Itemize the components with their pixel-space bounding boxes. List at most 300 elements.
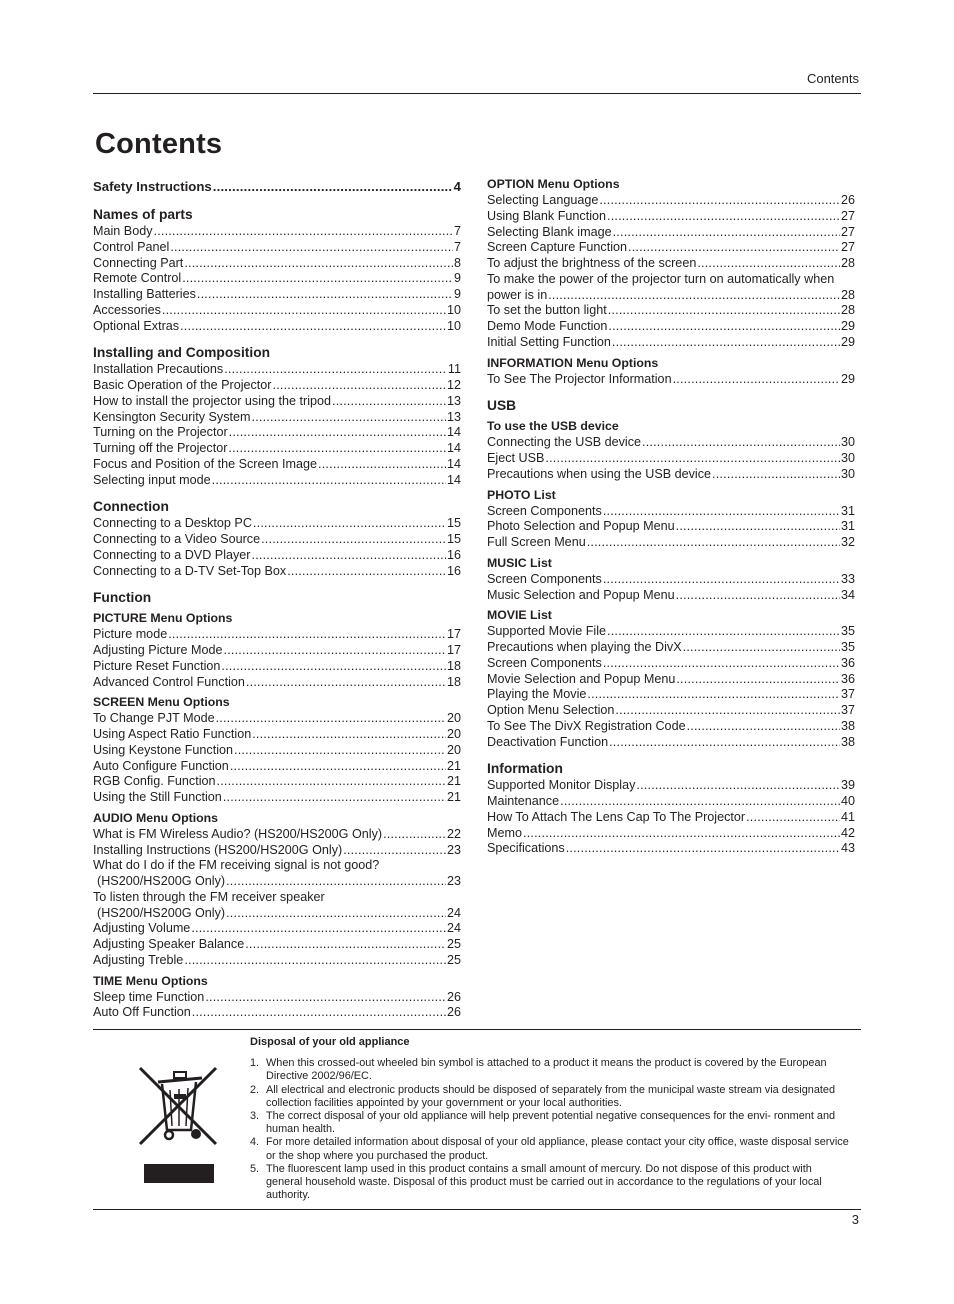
toc-leader-dots	[697, 256, 840, 272]
toc-entry-page: 25	[446, 952, 461, 967]
toc-entry-page: 39	[840, 778, 855, 793]
toc-entry-page: 15	[446, 516, 461, 531]
toc-entry	[487, 504, 855, 520]
toc-entry	[93, 843, 461, 859]
toc-entry-title: Movie Selection and Popup Menu	[487, 671, 676, 686]
toc-entry-page: 27	[840, 208, 855, 223]
toc-entry	[93, 921, 461, 937]
toc-entry-title: Option Menu Selection	[487, 703, 615, 717]
toc-entry	[487, 467, 855, 483]
toc-entry	[487, 841, 855, 857]
toc-entry	[487, 810, 855, 826]
toc-entry-title: Connecting Part	[93, 255, 184, 270]
toc-entry	[487, 435, 855, 451]
toc-entry-title: (HS200/HS200G Only)	[97, 905, 226, 920]
toc-leader-dots	[287, 564, 446, 580]
toc-leader-dots	[615, 703, 840, 719]
toc-entry-title: Selecting Blank image	[487, 224, 612, 239]
toc-entry	[93, 410, 461, 426]
toc-leader-dots	[599, 193, 840, 209]
toc-entry	[93, 548, 461, 564]
toc-entry	[487, 687, 855, 703]
toc-entry	[93, 675, 461, 691]
toc-entry	[93, 457, 461, 473]
toc-subsection-heading: PICTURE Menu Options	[93, 611, 233, 626]
toc-entry-title: Connecting to a Desktop PC	[93, 516, 252, 531]
toc-entry-title: How to install the projector using the tripod	[93, 393, 332, 408]
toc-entry-page: 22	[446, 826, 461, 841]
toc-entry	[93, 473, 461, 489]
toc-entry	[93, 727, 461, 743]
toc-entry-page: 18	[446, 674, 461, 689]
toc-entry	[487, 193, 855, 209]
disposal-item-text: When this crossed-out wheeled bin symbol is attached to a product it means the product is covered by the European Directive 2002/96/EC.	[266, 1057, 827, 1083]
toc-entry-title: Picture mode	[93, 627, 168, 642]
toc-entry-page: 29	[840, 319, 855, 333]
disposal-item	[250, 1084, 850, 1110]
toc-entry-page: 23	[446, 842, 461, 857]
toc-entry-title: Kensington Security System	[93, 409, 251, 424]
toc-leader-dots	[603, 572, 840, 588]
toc-entry	[487, 319, 855, 335]
toc-entry	[93, 564, 461, 580]
toc-entry-page: 11	[447, 362, 461, 377]
toc-entry	[93, 643, 461, 659]
toc-entry	[93, 827, 461, 843]
toc-entry-title: Connecting the USB device	[487, 435, 642, 450]
toc-entry-page: 16	[446, 563, 461, 578]
toc-entry-title: Advanced Control Function	[93, 674, 245, 689]
footer-rule	[93, 1209, 861, 1210]
disposal-item-text: The fluorescent lamp used in this product contains a small amount of mercury. Do not dispose of this product with general household waste. Disposal of this product must be carried out in accordance to the regulations of your local authority.	[266, 1162, 822, 1202]
toc-entry-title: Using Aspect Ratio Function	[93, 727, 252, 741]
toc-entry-title: Connecting to a DVD Player	[93, 547, 251, 562]
toc-leader-dots	[252, 548, 446, 564]
toc-entry-title: Turning off the Projector	[93, 441, 228, 455]
toc-entry-page: 29	[840, 334, 855, 349]
toc-entry-title: Full Screen Menu	[487, 535, 586, 549]
toc-leader-dots	[609, 735, 840, 751]
toc-entry-title: Eject USB	[487, 451, 545, 465]
toc-entry	[93, 287, 461, 303]
toc-leader-dots	[746, 810, 840, 826]
toc-entry	[487, 672, 855, 688]
toc-subsection-heading: SCREEN Menu Options	[93, 695, 230, 710]
toc-entry-title: Connecting to a Video Source	[93, 532, 261, 546]
toc-entry-title: RGB Config. Function	[93, 774, 216, 789]
toc-entry-title: Maintenance	[487, 794, 560, 808]
disposal-item-number: 3.	[250, 1110, 260, 1123]
toc-leader-dots	[217, 774, 446, 790]
toc-leader-dots	[213, 178, 453, 196]
toc-leader-dots	[197, 287, 453, 303]
toc-entry-title: To See The DivX Registration Code	[487, 718, 686, 733]
toc-entry-text: To make the power of the projector turn on automatically when	[487, 271, 835, 286]
toc-entry	[93, 711, 461, 727]
toc-entry-page: 43	[840, 841, 855, 856]
toc-entry-page: 38	[840, 734, 855, 749]
toc-leader-dots	[607, 624, 840, 640]
toc-entry-page: 26	[840, 193, 855, 207]
toc-entry-title: Auto Off Function	[93, 1005, 191, 1020]
toc-entry-page: 17	[446, 643, 461, 657]
toc-entry	[93, 743, 461, 759]
toc-entry	[487, 240, 855, 256]
toc-leader-dots	[205, 990, 446, 1006]
toc-entry	[93, 1005, 461, 1021]
toc-entry-title: Installation Precautions	[93, 362, 224, 377]
toc-entry	[93, 319, 461, 335]
toc-entry-page: 37	[840, 687, 855, 702]
toc-entry-page: 13	[446, 409, 461, 424]
toc-left-column	[93, 177, 461, 1021]
toc-leader-dots	[608, 303, 840, 319]
toc-section-heading: Function	[93, 590, 152, 606]
toc-entry	[93, 906, 461, 922]
toc-entry-page: 24	[446, 921, 461, 936]
toc-entry-page: 12	[446, 378, 461, 392]
toc-entry-title: Selecting input mode	[93, 472, 211, 487]
toc-entry	[93, 394, 461, 410]
toc-entry	[487, 256, 855, 272]
toc-entry-page: 41	[840, 809, 855, 824]
toc-entry-title: Adjusting Speaker Balance	[93, 937, 245, 951]
toc-entry-page: 23	[446, 874, 461, 888]
toc-entry	[93, 240, 461, 256]
toc-entry-title: Adjusting Picture Mode	[93, 643, 223, 657]
toc-entry-title: Screen Components	[487, 655, 602, 670]
toc-subsection-heading: MOVIE List	[487, 608, 552, 623]
bin-symbol-bar	[144, 1164, 214, 1183]
toc-entry-page: 16	[446, 547, 461, 562]
disposal-notice	[250, 1036, 850, 1202]
toc-entry-title: power is in	[487, 287, 548, 302]
toc-entry	[93, 990, 461, 1006]
toc-entry-page: 17	[446, 627, 461, 642]
toc-entry-page: 25	[446, 937, 461, 951]
toc-entry-title: Selecting Language	[487, 193, 599, 207]
toc-leader-dots	[246, 675, 446, 691]
toc-entry-title: Precautions when using the USB device	[487, 466, 712, 481]
crossed-out-wheeled-bin-icon	[136, 1064, 220, 1148]
toc-entry-page: 28	[840, 287, 855, 302]
toc-entry	[487, 735, 855, 751]
disposal-item	[250, 1057, 850, 1083]
toc-entry	[93, 516, 461, 532]
toc-entry-title: Focus and Position of the Screen Image	[93, 456, 318, 471]
toc-entry-title: Sleep time Function	[93, 989, 205, 1004]
disposal-title: Disposal of your old appliance	[250, 1036, 410, 1048]
toc-leader-dots	[343, 843, 446, 859]
toc-entry-title: To set the button light	[487, 303, 607, 318]
toc-entry-title: Using Keystone Function	[93, 742, 234, 757]
toc-leader-dots	[182, 271, 453, 287]
toc-entry-title: What is FM Wireless Audio? (HS200/HS200G Only)	[93, 826, 383, 841]
toc-leader-dots	[184, 256, 453, 272]
toc-leader-dots	[184, 953, 446, 969]
toc-entry	[487, 794, 855, 810]
toc-leader-dots	[229, 425, 446, 441]
toc-entry-page: 21	[446, 774, 461, 789]
toc-section-heading: USB	[487, 398, 517, 414]
toc-entry	[93, 303, 461, 319]
toc-entry-page: 36	[840, 671, 855, 686]
toc-entry-page: 30	[840, 466, 855, 481]
toc-entry-page: 35	[840, 624, 855, 639]
toc-entry-title: Safety Instructions	[93, 179, 212, 194]
toc-leader-dots	[162, 303, 446, 319]
toc-entry	[93, 874, 461, 890]
toc-entry-page: 30	[840, 451, 855, 465]
toc-entry-title: Auto Configure Function	[93, 758, 229, 773]
toc-entry	[93, 256, 461, 272]
toc-entry-page: 7	[453, 224, 461, 238]
toc-entry-title: To See The Projector Information	[487, 371, 672, 386]
toc-leader-dots	[168, 627, 446, 643]
toc-entry	[93, 790, 461, 806]
toc-leader-dots	[612, 335, 840, 351]
toc-leader-dots	[234, 743, 446, 759]
toc-entry	[487, 656, 855, 672]
toc-leader-dots	[608, 319, 840, 335]
toc-entry-page: 20	[446, 742, 461, 757]
toc-entry-page: 7	[453, 239, 461, 254]
toc-entry-text: What do I do if the FM receiving signal is not good?	[93, 858, 380, 873]
toc-leader-dots	[180, 319, 446, 335]
toc-entry	[487, 640, 855, 656]
toc-entry-title: Screen Capture Function	[487, 240, 628, 255]
toc-leader-dots	[273, 378, 446, 394]
header-rule	[93, 93, 861, 94]
toc-subsection-heading: To use the USB device	[487, 419, 619, 434]
toc-entry-page: 14	[446, 441, 461, 455]
disposal-top-rule	[93, 1029, 861, 1030]
disposal-item-number: 2.	[250, 1083, 260, 1096]
toc-leader-dots	[261, 532, 446, 548]
toc-leader-dots	[253, 516, 446, 532]
toc-entry-page: 14	[446, 425, 461, 440]
toc-entry-title: Screen Components	[487, 503, 602, 518]
toc-entry	[93, 224, 461, 240]
toc-leader-dots	[683, 640, 840, 656]
disposal-item	[250, 1163, 850, 1203]
toc-leader-dots	[192, 1005, 446, 1021]
toc-entry-page: 8	[453, 255, 461, 270]
toc-leader-dots	[226, 874, 446, 890]
toc-entry	[487, 451, 855, 467]
toc-leader-dots	[560, 794, 840, 810]
toc-leader-dots	[548, 288, 840, 304]
toc-entry	[487, 719, 855, 735]
toc-entry	[487, 588, 855, 604]
toc-subsection-heading: AUDIO Menu Options	[93, 810, 219, 825]
toc-leader-dots	[228, 441, 446, 457]
toc-right-column	[487, 177, 855, 857]
toc-leader-dots	[628, 240, 840, 256]
toc-entry-page: 10	[446, 318, 461, 333]
toc-leader-dots	[318, 457, 446, 473]
toc-entry	[487, 303, 855, 319]
toc-entry-page: 13	[446, 393, 461, 408]
toc-entry-page: 24	[446, 905, 461, 920]
disposal-item-text: The correct disposal of your old appliance will help prevent potential negative consequences for the envi- ronment and human health.	[266, 1110, 836, 1136]
toc-leader-dots	[252, 727, 446, 743]
toc-entry-title: Adjusting Volume	[93, 921, 191, 936]
page-title: Contents	[95, 128, 223, 160]
toc-leader-dots	[212, 473, 446, 489]
toc-entry-page: 14	[446, 472, 461, 487]
toc-entry-page: 34	[840, 587, 855, 602]
toc-entry-page: 26	[446, 989, 461, 1004]
disposal-item-number: 5.	[250, 1162, 260, 1175]
toc-entry-title: Main Body	[93, 224, 153, 238]
toc-entry	[93, 774, 461, 790]
toc-leader-dots	[603, 504, 840, 520]
toc-entry-title: Supported Movie File	[487, 624, 607, 639]
toc-entry-title: Playing the Movie	[487, 687, 587, 702]
toc-leader-dots	[566, 841, 840, 857]
toc-leader-dots	[226, 906, 446, 922]
toc-entry-title: Remote Control	[93, 271, 182, 286]
toc-entry-title: Adjusting Treble	[93, 952, 184, 967]
disposal-item	[250, 1110, 850, 1136]
toc-entry	[93, 953, 461, 969]
toc-entry-page: 21	[446, 758, 461, 773]
toc-entry	[93, 937, 461, 953]
toc-entry	[93, 532, 461, 548]
toc-entry-page: 35	[840, 640, 855, 654]
toc-entry-page: 37	[840, 703, 855, 717]
toc-section-heading: Installing and Composition	[93, 345, 271, 361]
toc-entry-title: Precautions when playing the DivX	[487, 640, 682, 654]
toc-entry-page: 28	[840, 303, 855, 318]
toc-leader-dots	[170, 240, 453, 256]
toc-leader-dots	[603, 656, 840, 672]
toc-entry	[487, 703, 855, 719]
toc-entry-page: 29	[840, 371, 855, 386]
toc-leader-dots	[383, 827, 446, 843]
disposal-item-number: 1.	[250, 1057, 260, 1070]
toc-entry	[487, 624, 855, 640]
toc-entry	[487, 519, 855, 535]
toc-entry-title: Initial Setting Function	[487, 334, 611, 349]
toc-entry-page: 31	[840, 519, 855, 534]
toc-entry-title: Control Panel	[93, 239, 170, 254]
toc-entry	[487, 288, 855, 304]
toc-entry-page: 42	[840, 825, 855, 840]
toc-entry-title: Basic Operation of the Projector	[93, 378, 272, 392]
disposal-item-text: For more detailed information about disposal of your old appliance, please contact your city office, waste disposal service or the shop where you purchased the product.	[266, 1136, 849, 1162]
toc-leader-dots	[523, 826, 840, 842]
toc-entry-page: 38	[840, 718, 855, 733]
toc-entry	[487, 572, 855, 588]
toc-subsection-heading: TIME Menu Options	[93, 973, 208, 988]
toc-leader-dots	[154, 224, 453, 240]
toc-entry-page: 20	[446, 711, 461, 726]
toc-subsection-heading: INFORMATION Menu Options	[487, 355, 659, 370]
toc-leader-dots	[252, 410, 446, 426]
toc-entry-text: To listen through the FM receiver speaker	[93, 889, 325, 904]
toc-entry-title: Using the Still Function	[93, 790, 222, 804]
toc-entry-page: 27	[840, 224, 855, 239]
toc-entry-page: 26	[446, 1005, 461, 1020]
toc-leader-dots	[224, 643, 446, 659]
toc-entry-page: 40	[840, 794, 855, 808]
toc-leader-dots	[545, 451, 840, 467]
toc-entry-title: To Change PJT Mode	[93, 711, 215, 726]
toc-section-heading: Names of parts	[93, 207, 193, 222]
toc-entry-title: Specifications	[487, 841, 565, 856]
toc-entry-page: 30	[840, 435, 855, 450]
toc-entry-page: 9	[453, 287, 461, 301]
toc-entry	[487, 535, 855, 551]
toc-entry-page: 9	[453, 271, 461, 286]
toc-subsection-heading: MUSIC List	[487, 555, 552, 570]
toc-leader-dots	[676, 519, 840, 535]
toc-entry-title: Music Selection and Popup Menu	[487, 587, 675, 602]
toc-entry-title: Connecting to a D-TV Set-Top Box	[93, 563, 287, 578]
toc-entry	[487, 209, 855, 225]
toc-entry-page: 20	[446, 727, 461, 741]
toc-entry-title: Screen Components	[487, 571, 602, 586]
disposal-item-text: All electrical and electronic products should be disposed of separately from the municipal waste stream via designated collection facilities appointed by your government or your local authorities.	[266, 1083, 836, 1109]
toc-entry	[487, 335, 855, 351]
toc-subsection-heading: PHOTO List	[487, 487, 556, 502]
toc-leader-dots	[230, 759, 446, 775]
toc-entry-title: Turning on the Projector	[93, 425, 228, 440]
toc-entry	[487, 372, 855, 388]
toc-leader-dots	[712, 467, 840, 483]
toc-entry-page: 10	[446, 302, 461, 317]
toc-entry	[93, 362, 461, 378]
toc-entry-page: 18	[446, 658, 461, 673]
toc-entry-title: Picture Reset Function	[93, 658, 221, 673]
toc-leader-dots	[613, 225, 840, 241]
toc-entry-title: Installing Instructions (HS200/HS200G Only)	[93, 842, 343, 857]
toc-entry	[93, 627, 461, 643]
toc-entry	[487, 225, 855, 241]
toc-entry-title: Optional Extras	[93, 318, 180, 333]
toc-subsection-heading: OPTION Menu Options	[487, 177, 620, 191]
toc-entry-page: 36	[840, 655, 855, 670]
toc-section-heading: Information	[487, 761, 563, 777]
toc-entry-title: Installing Batteries	[93, 287, 196, 301]
toc-entry	[93, 178, 461, 196]
running-head: Contents	[806, 71, 859, 86]
toc-entry-page: 32	[840, 535, 855, 549]
toc-section-heading: Connection	[93, 499, 169, 515]
toc-entry-title: Memo	[487, 825, 522, 840]
toc-entry-title: To adjust the brightness of the screen	[487, 256, 697, 270]
toc-entry	[93, 659, 461, 675]
toc-leader-dots	[191, 921, 446, 937]
disposal-item-number: 4.	[250, 1136, 260, 1149]
toc-leader-dots	[332, 394, 446, 410]
toc-leader-dots	[642, 435, 840, 451]
toc-entry-title: Photo Selection and Popup Menu	[487, 519, 675, 534]
toc-leader-dots	[587, 535, 840, 551]
toc-entry-title: Supported Monitor Display	[487, 778, 636, 793]
toc-entry-page: 21	[446, 790, 461, 804]
toc-entry-page: 31	[840, 503, 855, 518]
toc-entry-page: 27	[840, 240, 855, 255]
toc-leader-dots	[245, 937, 446, 953]
disposal-list	[250, 1057, 850, 1202]
toc-entry-title: Deactivation Function	[487, 734, 609, 749]
toc-leader-dots	[224, 362, 447, 378]
toc-entry-page: 33	[840, 571, 855, 586]
toc-entry-page: 15	[446, 532, 461, 546]
